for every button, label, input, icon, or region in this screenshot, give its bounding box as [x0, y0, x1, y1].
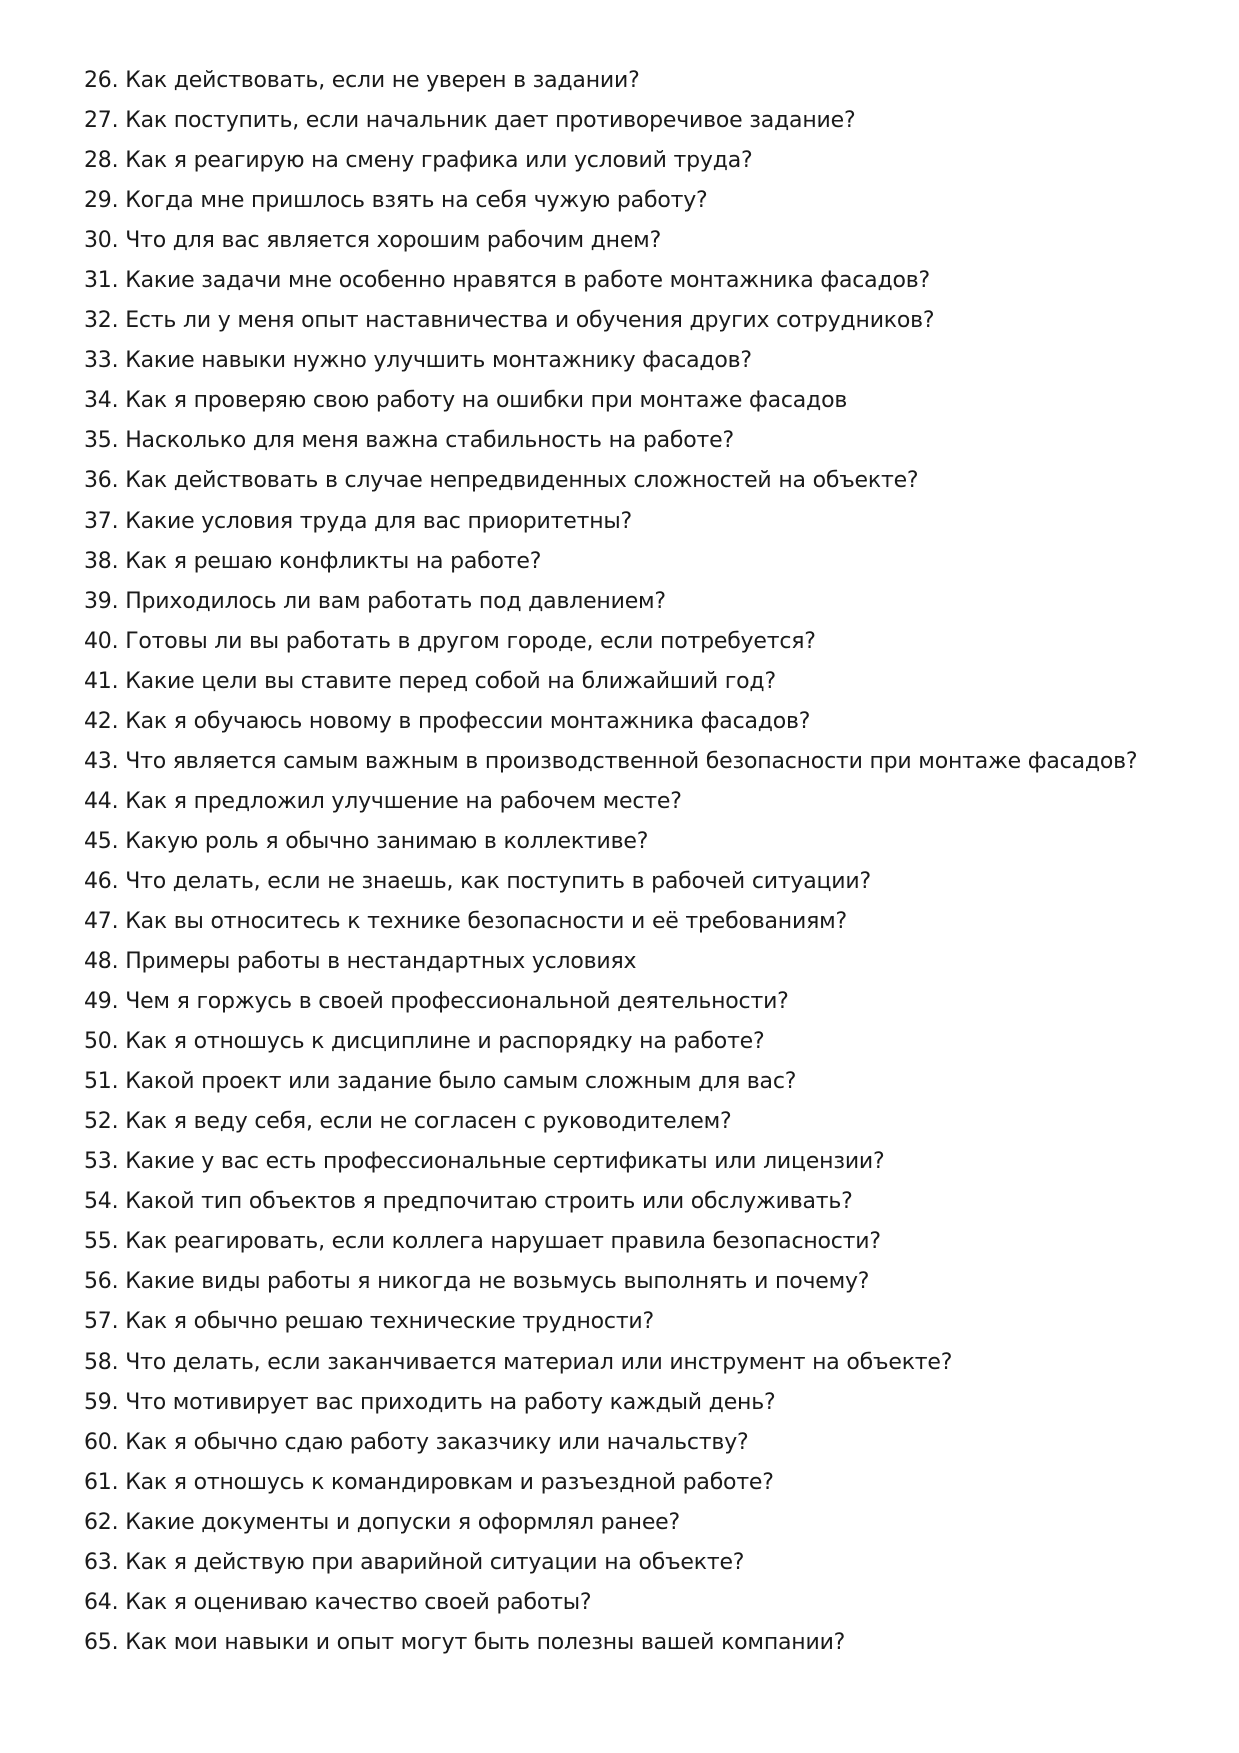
- question-text: Как я реагирую на смену графика или условий труда?: [125, 148, 753, 174]
- question-number: 57 .: [84, 1302, 125, 1342]
- question-number: 32 .: [84, 301, 125, 341]
- question-number: 27 .: [84, 101, 125, 141]
- list-item: [84, 822, 1204, 862]
- question-number: 38 .: [84, 542, 125, 582]
- list-item: [84, 502, 1204, 542]
- question-number: 46 .: [84, 862, 125, 902]
- list-item: [84, 1583, 1204, 1623]
- question-text: Какие документы и допуски я оформлял ранее?: [125, 1509, 680, 1535]
- question-number: 42 .: [84, 702, 125, 742]
- question-number: 31 .: [84, 261, 125, 301]
- list-item: [84, 301, 1204, 341]
- question-text: Что делать, если не знаешь, как поступить в рабочей ситуации?: [125, 868, 871, 894]
- list-item: [84, 181, 1204, 221]
- list-item: [84, 341, 1204, 381]
- list-item: [84, 742, 1204, 782]
- list-item: [84, 381, 1204, 421]
- question-number: 44 .: [84, 782, 125, 822]
- question-number: 37 .: [84, 502, 125, 542]
- question-number: 55 .: [84, 1222, 125, 1262]
- question-text: Как вы относитесь к технике безопасности и её требованиям?: [125, 908, 847, 934]
- question-text: Как я предложил улучшение на рабочем месте?: [125, 788, 682, 814]
- list-item: [84, 1222, 1204, 1262]
- question-number: 33 .: [84, 341, 125, 381]
- question-text: Как мои навыки и опыт могут быть полезны вашей компании?: [125, 1629, 846, 1655]
- list-item: [84, 1302, 1204, 1342]
- list-item: [84, 1022, 1204, 1062]
- list-item: [84, 1623, 1204, 1663]
- question-number: 61 .: [84, 1463, 125, 1503]
- question-list: [84, 61, 1204, 1663]
- list-item: [84, 982, 1204, 1022]
- question-number: 26 .: [84, 61, 125, 101]
- question-text: Как я обычно сдаю работу заказчику или начальству?: [125, 1429, 749, 1455]
- question-number: 48 .: [84, 942, 125, 982]
- question-text: Какие виды работы я никогда не возьмусь выполнять и почему?: [125, 1269, 870, 1295]
- question-number: 51 .: [84, 1062, 125, 1102]
- list-item: [84, 101, 1204, 141]
- question-text: Какой проект или задание было самым сложным для вас?: [125, 1069, 797, 1095]
- question-text: Как я действую при аварийной ситуации на объекте?: [125, 1549, 745, 1575]
- question-text: Как я обучаюсь новому в профессии монтажника фасадов?: [125, 708, 811, 734]
- question-text: Как я оцениваю качество своей работы?: [125, 1589, 592, 1615]
- question-text: Как я отношусь к командировкам и разъездной работе?: [125, 1469, 774, 1495]
- question-number: 59 .: [84, 1383, 125, 1423]
- question-text: Как действовать, если не уверен в задании?: [125, 68, 640, 93]
- list-item: [84, 421, 1204, 461]
- question-text: Как реагировать, если коллега нарушает правила безопасности?: [125, 1229, 881, 1255]
- question-number: 36 .: [84, 461, 125, 501]
- question-number: 58 .: [84, 1343, 125, 1383]
- question-number: 56 .: [84, 1262, 125, 1302]
- list-item: [84, 782, 1204, 822]
- question-text: Как я обычно решаю технические трудности?: [125, 1309, 655, 1335]
- list-item: [84, 1383, 1204, 1423]
- list-item: [84, 942, 1204, 982]
- question-number: 28 .: [84, 141, 125, 181]
- question-text: Чем я горжусь в своей профессиональной деятельности?: [125, 989, 789, 1015]
- question-text: Какой тип объектов я предпочитаю строить или обслуживать?: [125, 1189, 853, 1215]
- list-item: [84, 542, 1204, 582]
- question-text: Какие навыки нужно улучшить монтажнику фасадов?: [125, 348, 752, 374]
- question-text: Какие цели вы ставите перед собой на ближайший год?: [125, 668, 776, 694]
- list-item: [84, 221, 1204, 261]
- list-item: [84, 1343, 1204, 1383]
- question-number: 40 .: [84, 622, 125, 662]
- question-number: 39 .: [84, 582, 125, 622]
- question-number: 53 .: [84, 1142, 125, 1182]
- question-text: Какую роль я обычно занимаю в коллективе?: [125, 828, 649, 854]
- question-text: Примеры работы в нестандартных условиях: [125, 949, 637, 975]
- question-text: Как действовать в случае непредвиденных сложностей на объекте?: [125, 468, 919, 494]
- list-item: [84, 1543, 1204, 1583]
- list-item: [84, 582, 1204, 622]
- list-item: [84, 622, 1204, 662]
- list-item: [84, 461, 1204, 501]
- list-item: [84, 702, 1204, 742]
- question-number: 49 .: [84, 982, 125, 1022]
- question-text: Готовы ли вы работать в другом городе, если потребуется?: [125, 628, 816, 654]
- question-text: Что делать, если заканчивается материал или инструмент на объекте?: [125, 1349, 953, 1375]
- question-text: Какие у вас есть профессиональные сертификаты или лицензии?: [125, 1149, 885, 1175]
- question-number: 60 .: [84, 1423, 125, 1463]
- question-number: 65 .: [84, 1623, 125, 1663]
- list-item: [84, 902, 1204, 942]
- question-text: Какие условия труда для вас приоритетны?: [125, 508, 633, 534]
- question-text: Есть ли у меня опыт наставничества и обучения других сотрудников?: [125, 308, 935, 334]
- question-text: Как я веду себя, если не согласен с руководителем?: [125, 1109, 732, 1135]
- question-number: 52 .: [84, 1102, 125, 1142]
- question-number: 50 .: [84, 1022, 125, 1062]
- question-number: 45 .: [84, 822, 125, 862]
- question-number: 63 .: [84, 1543, 125, 1583]
- question-text: Что для вас является хорошим рабочим днем?: [125, 228, 662, 254]
- list-item: [84, 1142, 1204, 1182]
- question-number: 30 .: [84, 221, 125, 261]
- question-text: Когда мне пришлось взять на себя чужую работу?: [125, 188, 708, 214]
- question-text: Как я отношусь к дисциплине и распорядку на работе?: [125, 1029, 765, 1055]
- list-item: [84, 1262, 1204, 1302]
- list-item: [84, 1423, 1204, 1463]
- list-item: [84, 1503, 1204, 1543]
- question-text: Как я решаю конфликты на работе?: [125, 548, 542, 574]
- question-text: Как я проверяю свою работу на ошибки при монтаже фасадов: [125, 388, 848, 414]
- list-item: [84, 61, 1204, 101]
- question-number: 64 .: [84, 1583, 125, 1623]
- list-item: [84, 1102, 1204, 1142]
- question-text: Как поступить, если начальник дает противоречивое задание?: [125, 108, 856, 134]
- question-number: 43 .: [84, 742, 125, 782]
- question-number: 54 .: [84, 1182, 125, 1222]
- list-item: [84, 662, 1204, 702]
- question-text: Что является самым важным в производственной безопасности при монтаже фасадов?: [125, 748, 1138, 774]
- list-item: [84, 141, 1204, 181]
- list-item: [84, 1182, 1204, 1222]
- list-item: [84, 1463, 1204, 1503]
- question-text: Насколько для меня важна стабильность на работе?: [125, 428, 734, 454]
- question-number: 47 .: [84, 902, 125, 942]
- question-text: Что мотивирует вас приходить на работу каждый день?: [125, 1389, 776, 1415]
- question-number: 62 .: [84, 1503, 125, 1543]
- question-text: Какие задачи мне особенно нравятся в работе монтажника фасадов?: [125, 268, 930, 294]
- question-text: Приходилось ли вам работать под давлением?: [125, 588, 666, 614]
- question-number: 41 .: [84, 662, 125, 702]
- question-number: 35 .: [84, 421, 125, 461]
- list-item: [84, 1062, 1204, 1102]
- question-number: 29 .: [84, 181, 125, 221]
- question-number: 34 .: [84, 381, 125, 421]
- list-item: [84, 261, 1204, 301]
- list-item: [84, 862, 1204, 902]
